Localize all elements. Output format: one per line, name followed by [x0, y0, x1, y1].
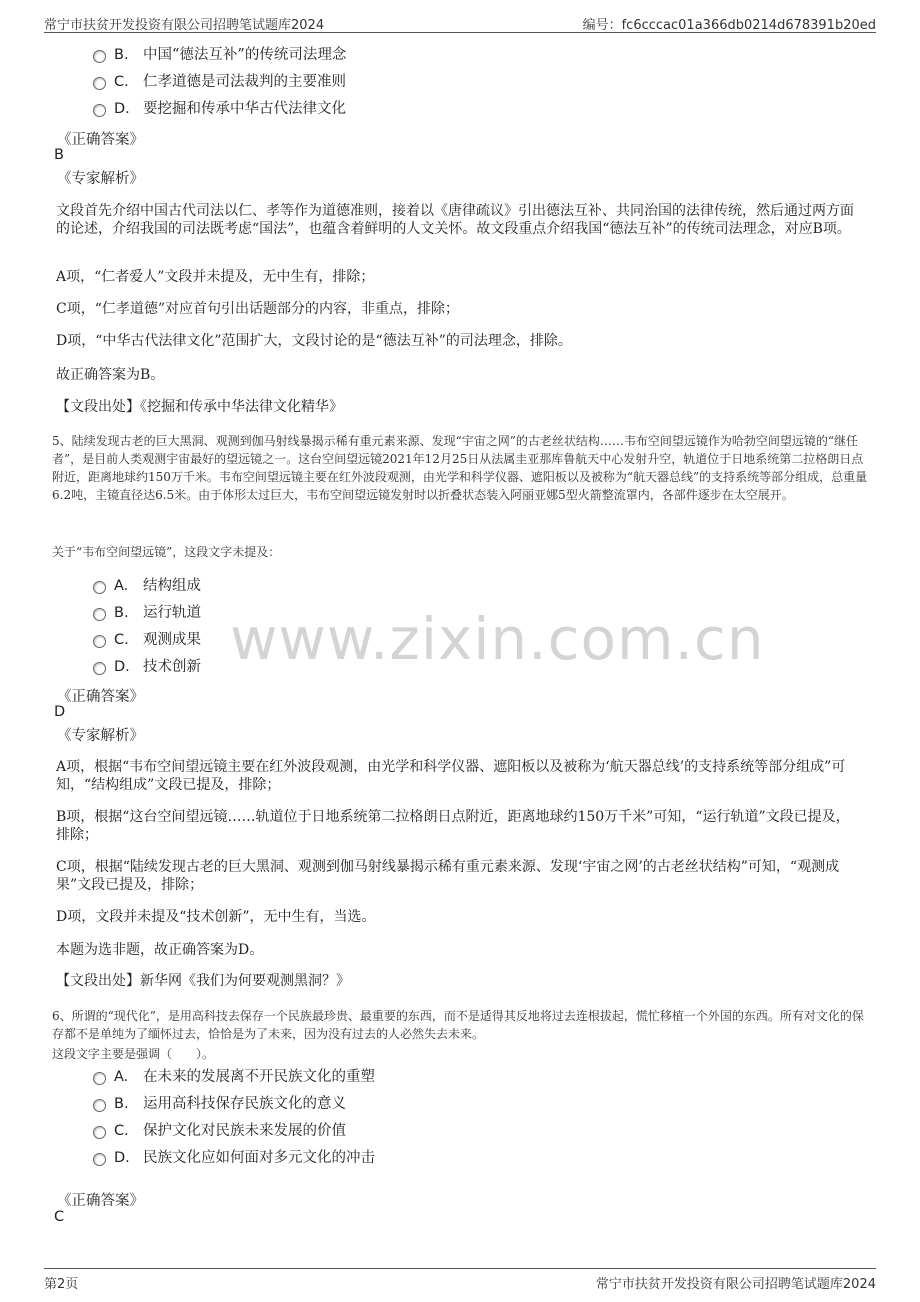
option-text: 保护文化对民族未来发展的价值 — [143, 1123, 346, 1139]
option-letter: C. — [114, 1123, 129, 1139]
option-letter: B. — [114, 47, 129, 63]
option-letter: A. — [114, 1069, 129, 1085]
question-stem: 6、所谓的“现代化”，是用高科技去保存一个民族最珍贵、最重要的东西，而不是适得其反地将过去连根拔起，慌忙移植一个外国的东西。所有对文化的保存都不是单纯为了缅怀过去，恰恰是为了未来，因为没有过去的人必然失去未来。 — [52, 1009, 864, 1041]
option-letter: B. — [114, 1096, 129, 1112]
page-number: 第2页 — [44, 1277, 79, 1292]
analysis-conclusion: 故正确答案为B。 — [56, 367, 165, 383]
answer-label: 《正确答案》 — [57, 689, 144, 705]
radio-icon[interactable] — [93, 1072, 106, 1085]
radio-icon[interactable] — [93, 104, 106, 117]
analysis-paragraph: B项，根据“这台空间望远镜……轨道位于日地系统第二拉格朗日点附近，距离地球约150万千米”可知，“运行轨道”文段已提及，排除； — [56, 809, 850, 843]
radio-icon[interactable] — [93, 1126, 106, 1139]
radio-icon[interactable] — [93, 608, 106, 621]
question-prompt: 这段文字主要是强调（ ）。 — [52, 1047, 215, 1061]
radio-icon[interactable] — [93, 581, 106, 594]
document-code: 编号：fc6cccac01a366db0214d678391b20ed — [582, 18, 876, 33]
option-letter: D. — [114, 101, 130, 117]
source-citation: 【文段出处】《挖掘和传承中华法律文化精华》 — [56, 399, 343, 415]
answer-label: 《正确答案》 — [57, 1193, 144, 1209]
radio-icon[interactable] — [93, 77, 106, 90]
analysis-paragraph: 文段首先介绍中国古代司法以仁、孝等作为道德准则，接着以《唐律疏议》引出德法互补、共同治国的法律传统，然后通过两方面的论述，介绍我国的司法既考虑“国法”，也蕴含着鲜明的人文关怀。故文段重点介绍我国“德法互补”的传统司法理念，对应B项。 — [56, 203, 854, 237]
analysis-label: 《专家解析》 — [57, 171, 144, 187]
analysis-paragraph: C项，“仁孝道德”对应首句引出话题部分的内容，非重点，排除； — [56, 301, 460, 317]
option-text: 要挖掘和传承中华古代法律文化 — [143, 101, 346, 117]
option-text: 中国“德法互补”的传统司法理念 — [143, 47, 347, 63]
analysis-paragraph: C项，根据“陆续发现古老的巨大黑洞、观测到伽马射线暴揭示稀有重元素来源、发现‘宇宙之网’的古老丝状结构”可知，“观测成果”文段已提及，排除； — [56, 859, 840, 893]
analysis-conclusion: 本题为选非题，故正确答案为D。 — [56, 942, 264, 958]
analysis-label: 《专家解析》 — [57, 728, 144, 744]
radio-icon[interactable] — [93, 662, 106, 675]
question-stem: 5、陆续发现古老的巨大黑洞、观测到伽马射线暴揭示稀有重元素来源、发现“宇宙之网”的古老丝状结构……韦布空间望远镜作为哈勃空间望远镜的“继任者”，是目前人类观测宇宙最好的望远镜之一。这台空间望远镜2021年12月25日从法属圭亚那库鲁航天中心发射升空，轨道位于日地系统第二拉格朗日点附近，距离地球约150万千米。韦布空间望远镜主要在红外波段观测，由光学和科学仪器、遮阳板以及被称为“航天器总线”的支持系统等部分组成，总重量6.2吨，主镜直径达6.5米。由于体形太过巨大，韦布空间望远镜发射时以折叠状态装入阿丽亚娜5型火箭整流罩内，各部件逐步在太空展开。 — [52, 434, 868, 502]
analysis-paragraph: A项，“仁者爱人”文段并未提及，无中生有，排除； — [56, 269, 375, 285]
option-text: 技术创新 — [143, 659, 201, 675]
option-text: 在未来的发展离不开民族文化的重塑 — [143, 1069, 375, 1085]
analysis-paragraph: A项，根据“韦布空间望远镜主要在红外波段观测，由光学和科学仪器、遮阳板以及被称为‘航天器总线’的支持系统等部分组成”可知，“结构组成”文段已提及，排除； — [56, 759, 846, 793]
option-letter: C. — [114, 632, 129, 648]
option-text: 民族文化应如何面对多元文化的冲击 — [143, 1150, 375, 1166]
option-letter: D. — [114, 659, 130, 675]
analysis-paragraph: D项，文段并未提及“技术创新”，无中生有，当选。 — [56, 909, 376, 925]
radio-icon[interactable] — [93, 1099, 106, 1112]
question-prompt: 关于“韦布空间望远镜”，这段文字未提及： — [52, 545, 281, 559]
page-header — [44, 12, 876, 33]
watermark: www.zixin.com.cn — [230, 605, 765, 673]
option-letter: C. — [114, 74, 129, 90]
option-text: 观测成果 — [143, 632, 201, 648]
footer-title: 常宁市扶贫开发投资有限公司招聘笔试题库2024 — [595, 1277, 876, 1292]
radio-icon[interactable] — [93, 50, 106, 63]
option-letter: A. — [114, 578, 129, 594]
answer-value: D — [54, 704, 66, 720]
analysis-paragraph: D项，“中华古代法律文化”范围扩大，文段讨论的是“德法互补”的司法理念，排除。 — [56, 333, 572, 349]
page-footer — [44, 1268, 876, 1294]
answer-value: B — [54, 147, 64, 163]
radio-icon[interactable] — [93, 635, 106, 648]
option-text: 运行轨道 — [143, 605, 201, 621]
radio-icon[interactable] — [93, 1153, 106, 1166]
option-text: 运用高科技保存民族文化的意义 — [143, 1096, 346, 1112]
option-letter: B. — [114, 605, 129, 621]
header-title: 常宁市扶贫开发投资有限公司招聘笔试题库2024 — [44, 18, 325, 33]
option-letter: D. — [114, 1150, 130, 1166]
option-text: 结构组成 — [143, 578, 201, 594]
answer-label: 《正确答案》 — [57, 132, 144, 148]
option-text: 仁孝道德是司法裁判的主要准则 — [143, 74, 346, 90]
answer-value: C — [54, 1209, 65, 1225]
source-citation: 【文段出处】新华网《我们为何要观测黑洞？》 — [56, 973, 350, 989]
